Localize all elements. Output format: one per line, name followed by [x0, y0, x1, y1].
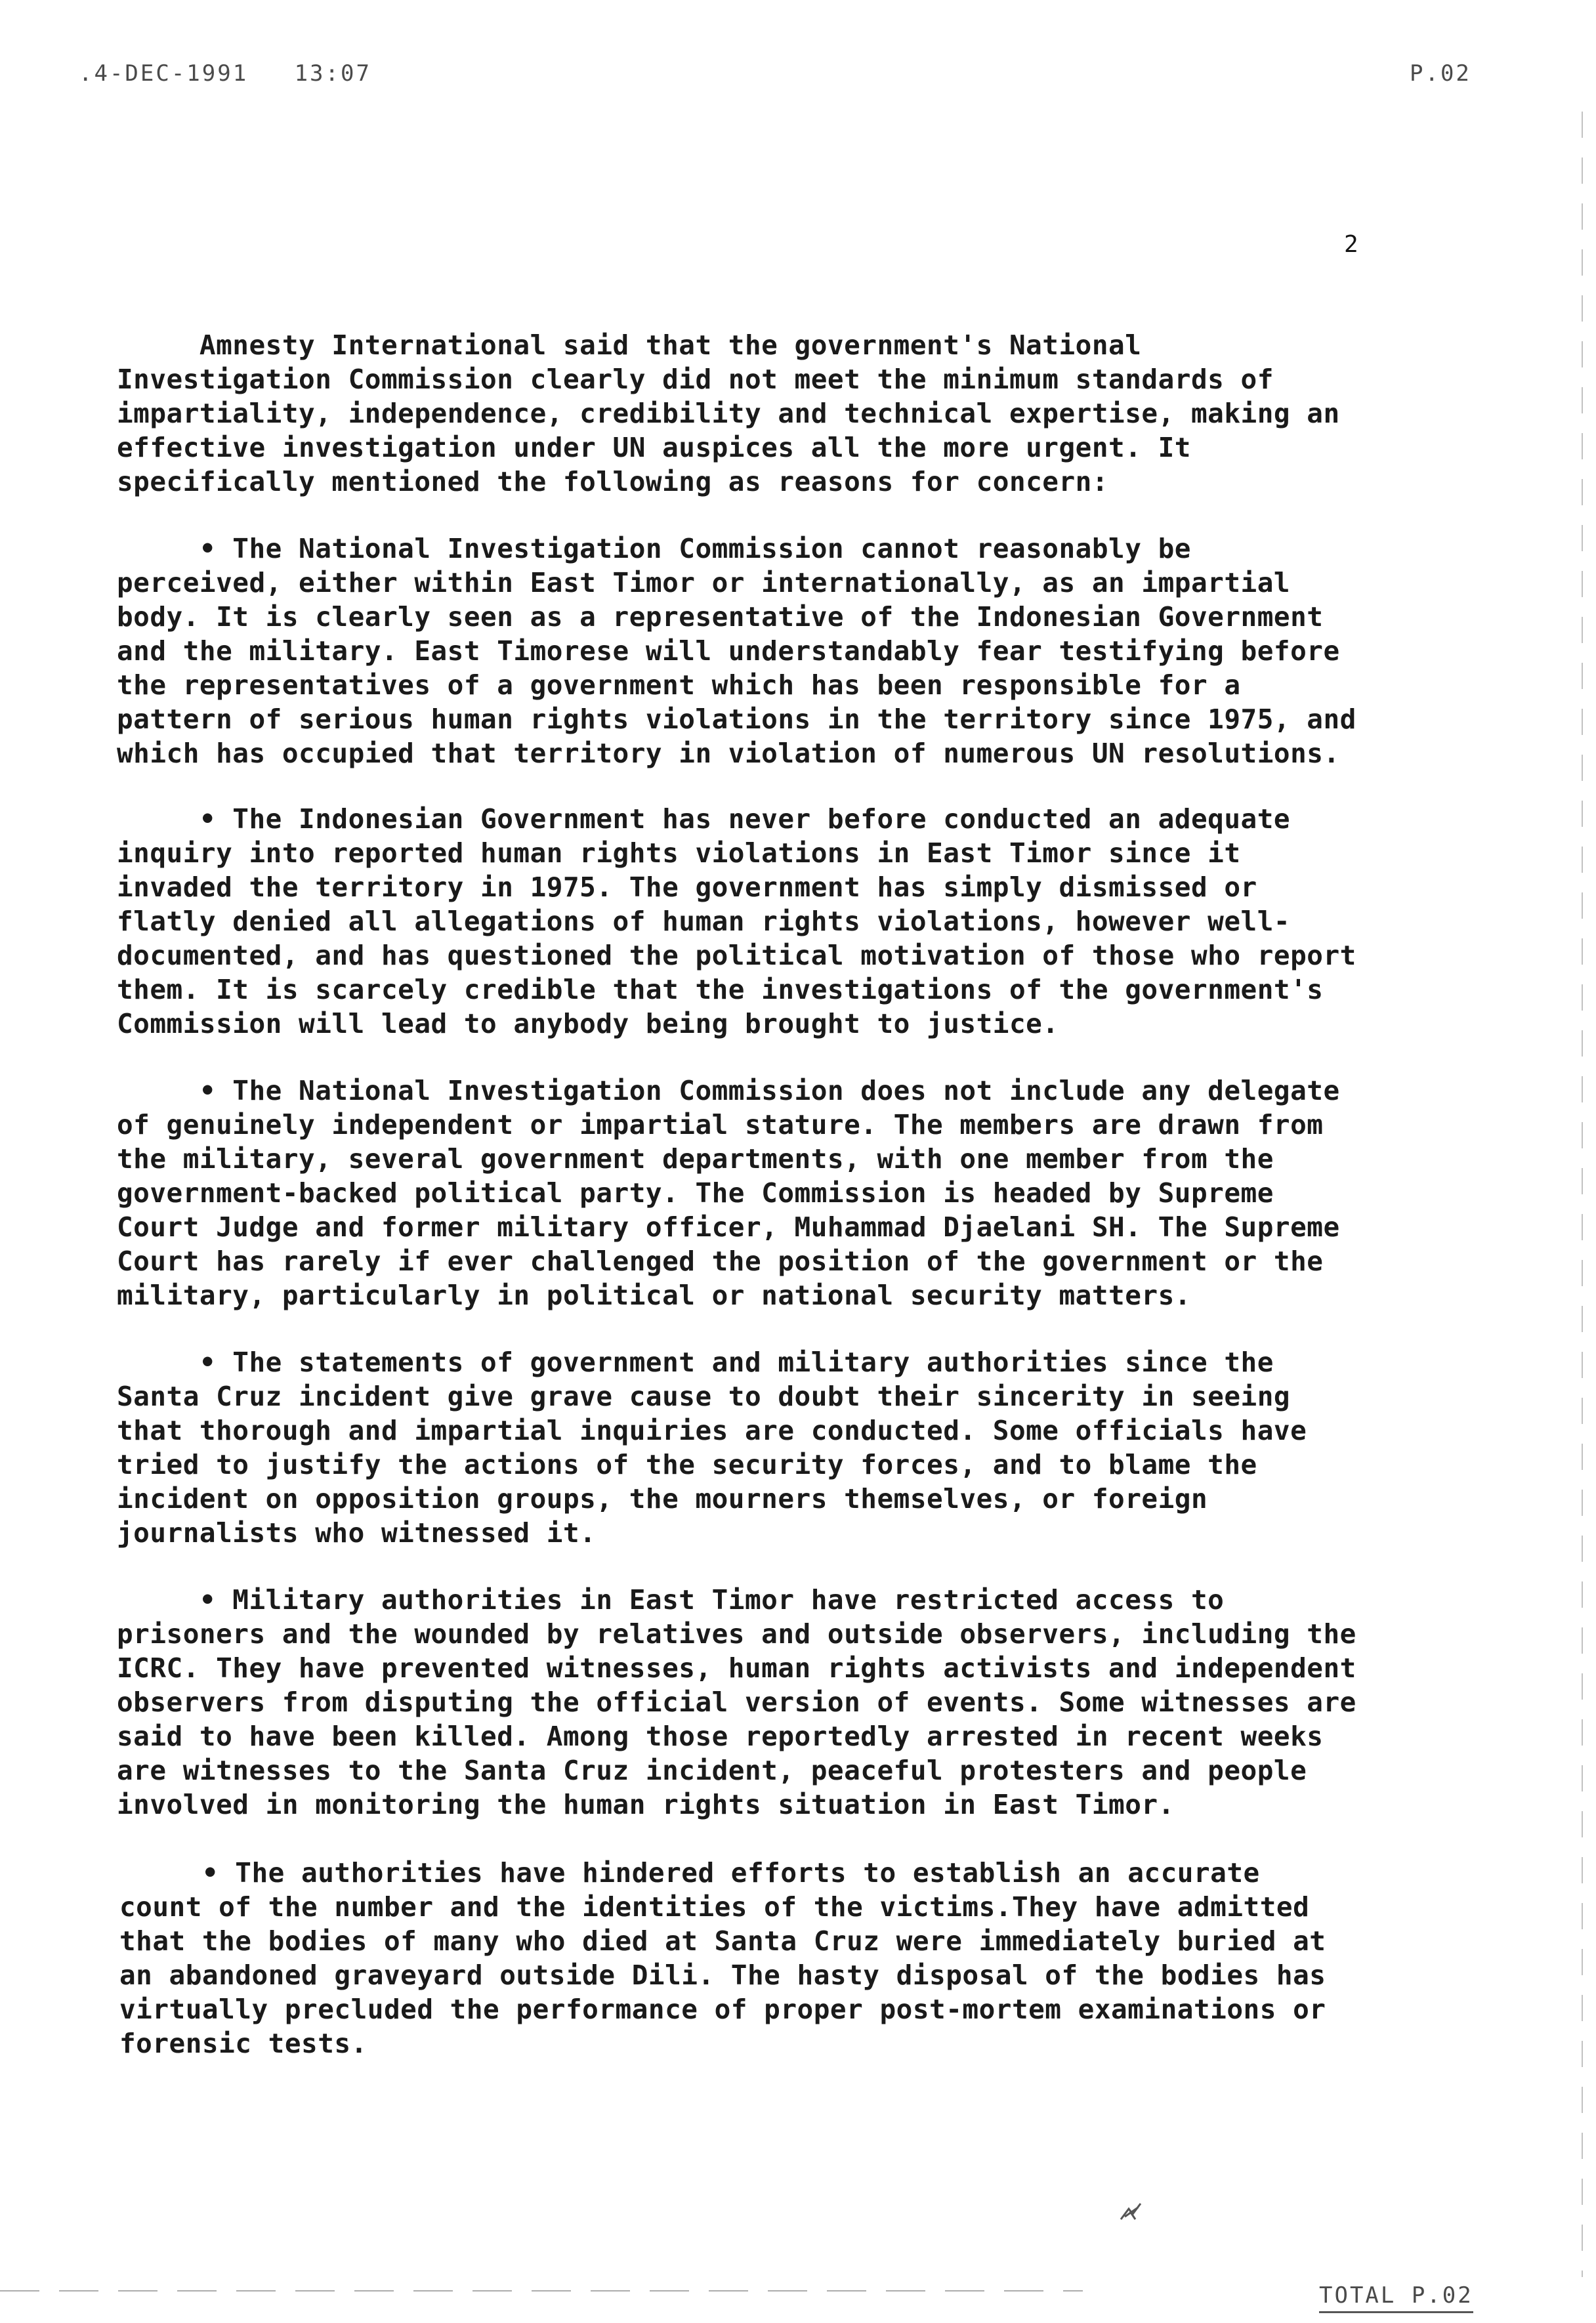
- text-line: specifically mentioned the following as reasons for concern:: [117, 466, 1109, 497]
- text-line: and the military. East Timorese will understandably fear testifying before: [117, 635, 1340, 667]
- text-line: which has occupied that territory in violation of numerous UN resolutions.: [117, 738, 1340, 769]
- text-line: count of the number and the identities of the victims.They have admitted: [119, 1891, 1310, 1923]
- text-line: that the bodies of many who died at Santa Cruz were immediately buried at: [119, 1925, 1326, 1957]
- paragraph-concern-no-delegate: [117, 1074, 1396, 1312]
- text-line: forensic tests.: [119, 2028, 368, 2059]
- text-line: effective investigation under UN auspices all the more urgent. It: [117, 432, 1191, 463]
- text-line: • Military authorities in East Timor have restricted access to: [117, 1584, 1225, 1616]
- text-line: incident on opposition groups, the mourners themselves, or foreign: [117, 1483, 1208, 1515]
- fax-smudge-mark: [1116, 2200, 1148, 2226]
- text-line: tried to justify the actions of the security forces, and to blame the: [117, 1449, 1257, 1480]
- paragraph-concern-statements: [117, 1345, 1396, 1550]
- text-line: journalists who witnessed it.: [117, 1517, 597, 1549]
- text-line: pattern of serious human rights violations in the territory since 1975, and: [117, 703, 1356, 735]
- text-line: observers from disputing the official version of events. Some witnesses are: [117, 1686, 1356, 1718]
- text-line: Investigation Commission clearly did not meet the minimum standards of: [117, 364, 1274, 395]
- text-line: military, particularly in political or national security matters.: [117, 1280, 1191, 1311]
- text-line: prisoners and the wounded by relatives and outside observers, including the: [117, 1618, 1356, 1650]
- paragraph-intro: [117, 328, 1396, 499]
- text-line: • The authorities have hindered efforts to establish an accurate: [119, 1857, 1260, 1889]
- text-line: of genuinely independent or impartial stature. The members are drawn from: [117, 1109, 1324, 1141]
- text-line: ICRC. They have prevented witnesses, human rights activists and independent: [117, 1652, 1356, 1684]
- text-line: an abandoned graveyard outside Dili. The hasty disposal of the bodies has: [119, 1959, 1326, 1991]
- paragraph-concern-no-inquiry: [117, 802, 1396, 1041]
- text-line: invaded the territory in 1975. The government has simply dismissed or: [117, 871, 1257, 903]
- text-line: said to have been killed. Among those reportedly arrested in recent weeks: [117, 1721, 1324, 1752]
- text-line: Court Judge and former military officer, Muhammad Djaelani SH. The Supreme: [117, 1211, 1340, 1243]
- text-line: documented, and has questioned the political motivation of those who report: [117, 940, 1356, 971]
- fax-header-page: P.02: [1410, 60, 1471, 87]
- text-line: government-backed political party. The Commission is headed by Supreme: [117, 1177, 1274, 1209]
- fax-edge-artifact: [1582, 112, 1583, 2277]
- text-line: • The statements of government and military authorities since the: [117, 1347, 1274, 1378]
- text-line: body. It is clearly seen as a representative of the Indonesian Government: [117, 601, 1324, 633]
- text-line: impartiality, independence, credibility and technical expertise, making an: [117, 398, 1340, 429]
- text-line: are witnesses to the Santa Cruz incident, peaceful protesters and people: [117, 1755, 1307, 1786]
- fax-bottom-rule: [0, 2290, 1083, 2292]
- text-line: virtually precluded the performance of proper post-mortem examinations or: [119, 1994, 1326, 2025]
- text-line: inquiry into reported human rights violations in East Timor since it: [117, 837, 1241, 869]
- paragraph-concern-restricted-access: [117, 1583, 1396, 1822]
- text-line: that thorough and impartial inquiries are conducted. Some officials have: [117, 1415, 1307, 1446]
- text-line: flatly denied all allegations of human rights violations, however well-: [117, 906, 1291, 937]
- paragraph-concern-victim-count: [119, 1856, 1399, 2061]
- text-line: them. It is scarcely credible that the investigations of the government's: [117, 974, 1324, 1005]
- text-line: the military, several government departments, with one member from the: [117, 1143, 1274, 1175]
- fax-footer-total-pages: TOTAL P.02: [1319, 2282, 1473, 2313]
- text-line: perceived, either within East Timor or internationally, as an impartial: [117, 567, 1291, 598]
- text-line: Santa Cruz incident give grave cause to doubt their sincerity in seeing: [117, 1381, 1291, 1412]
- text-line: the representatives of a government which has been responsible for a: [117, 669, 1241, 701]
- page-number: 2: [1344, 231, 1358, 258]
- text-line: Commission will lead to anybody being brought to justice.: [117, 1008, 1059, 1039]
- text-line: Court has rarely if ever challenged the position of the government or the: [117, 1245, 1324, 1277]
- text-line: involved in monitoring the human rights situation in East Timor.: [117, 1789, 1175, 1820]
- fax-header-datetime: .4-DEC-1991 13:07: [79, 60, 371, 87]
- text-line: Amnesty International said that the government's National: [117, 329, 1142, 361]
- paragraph-concern-impartiality: [117, 532, 1396, 770]
- text-line: • The National Investigation Commission does not include any delegate: [117, 1075, 1340, 1106]
- text-line: • The National Investigation Commission cannot reasonably be: [117, 533, 1191, 564]
- text-line: • The Indonesian Government has never before conducted an adequate: [117, 803, 1291, 835]
